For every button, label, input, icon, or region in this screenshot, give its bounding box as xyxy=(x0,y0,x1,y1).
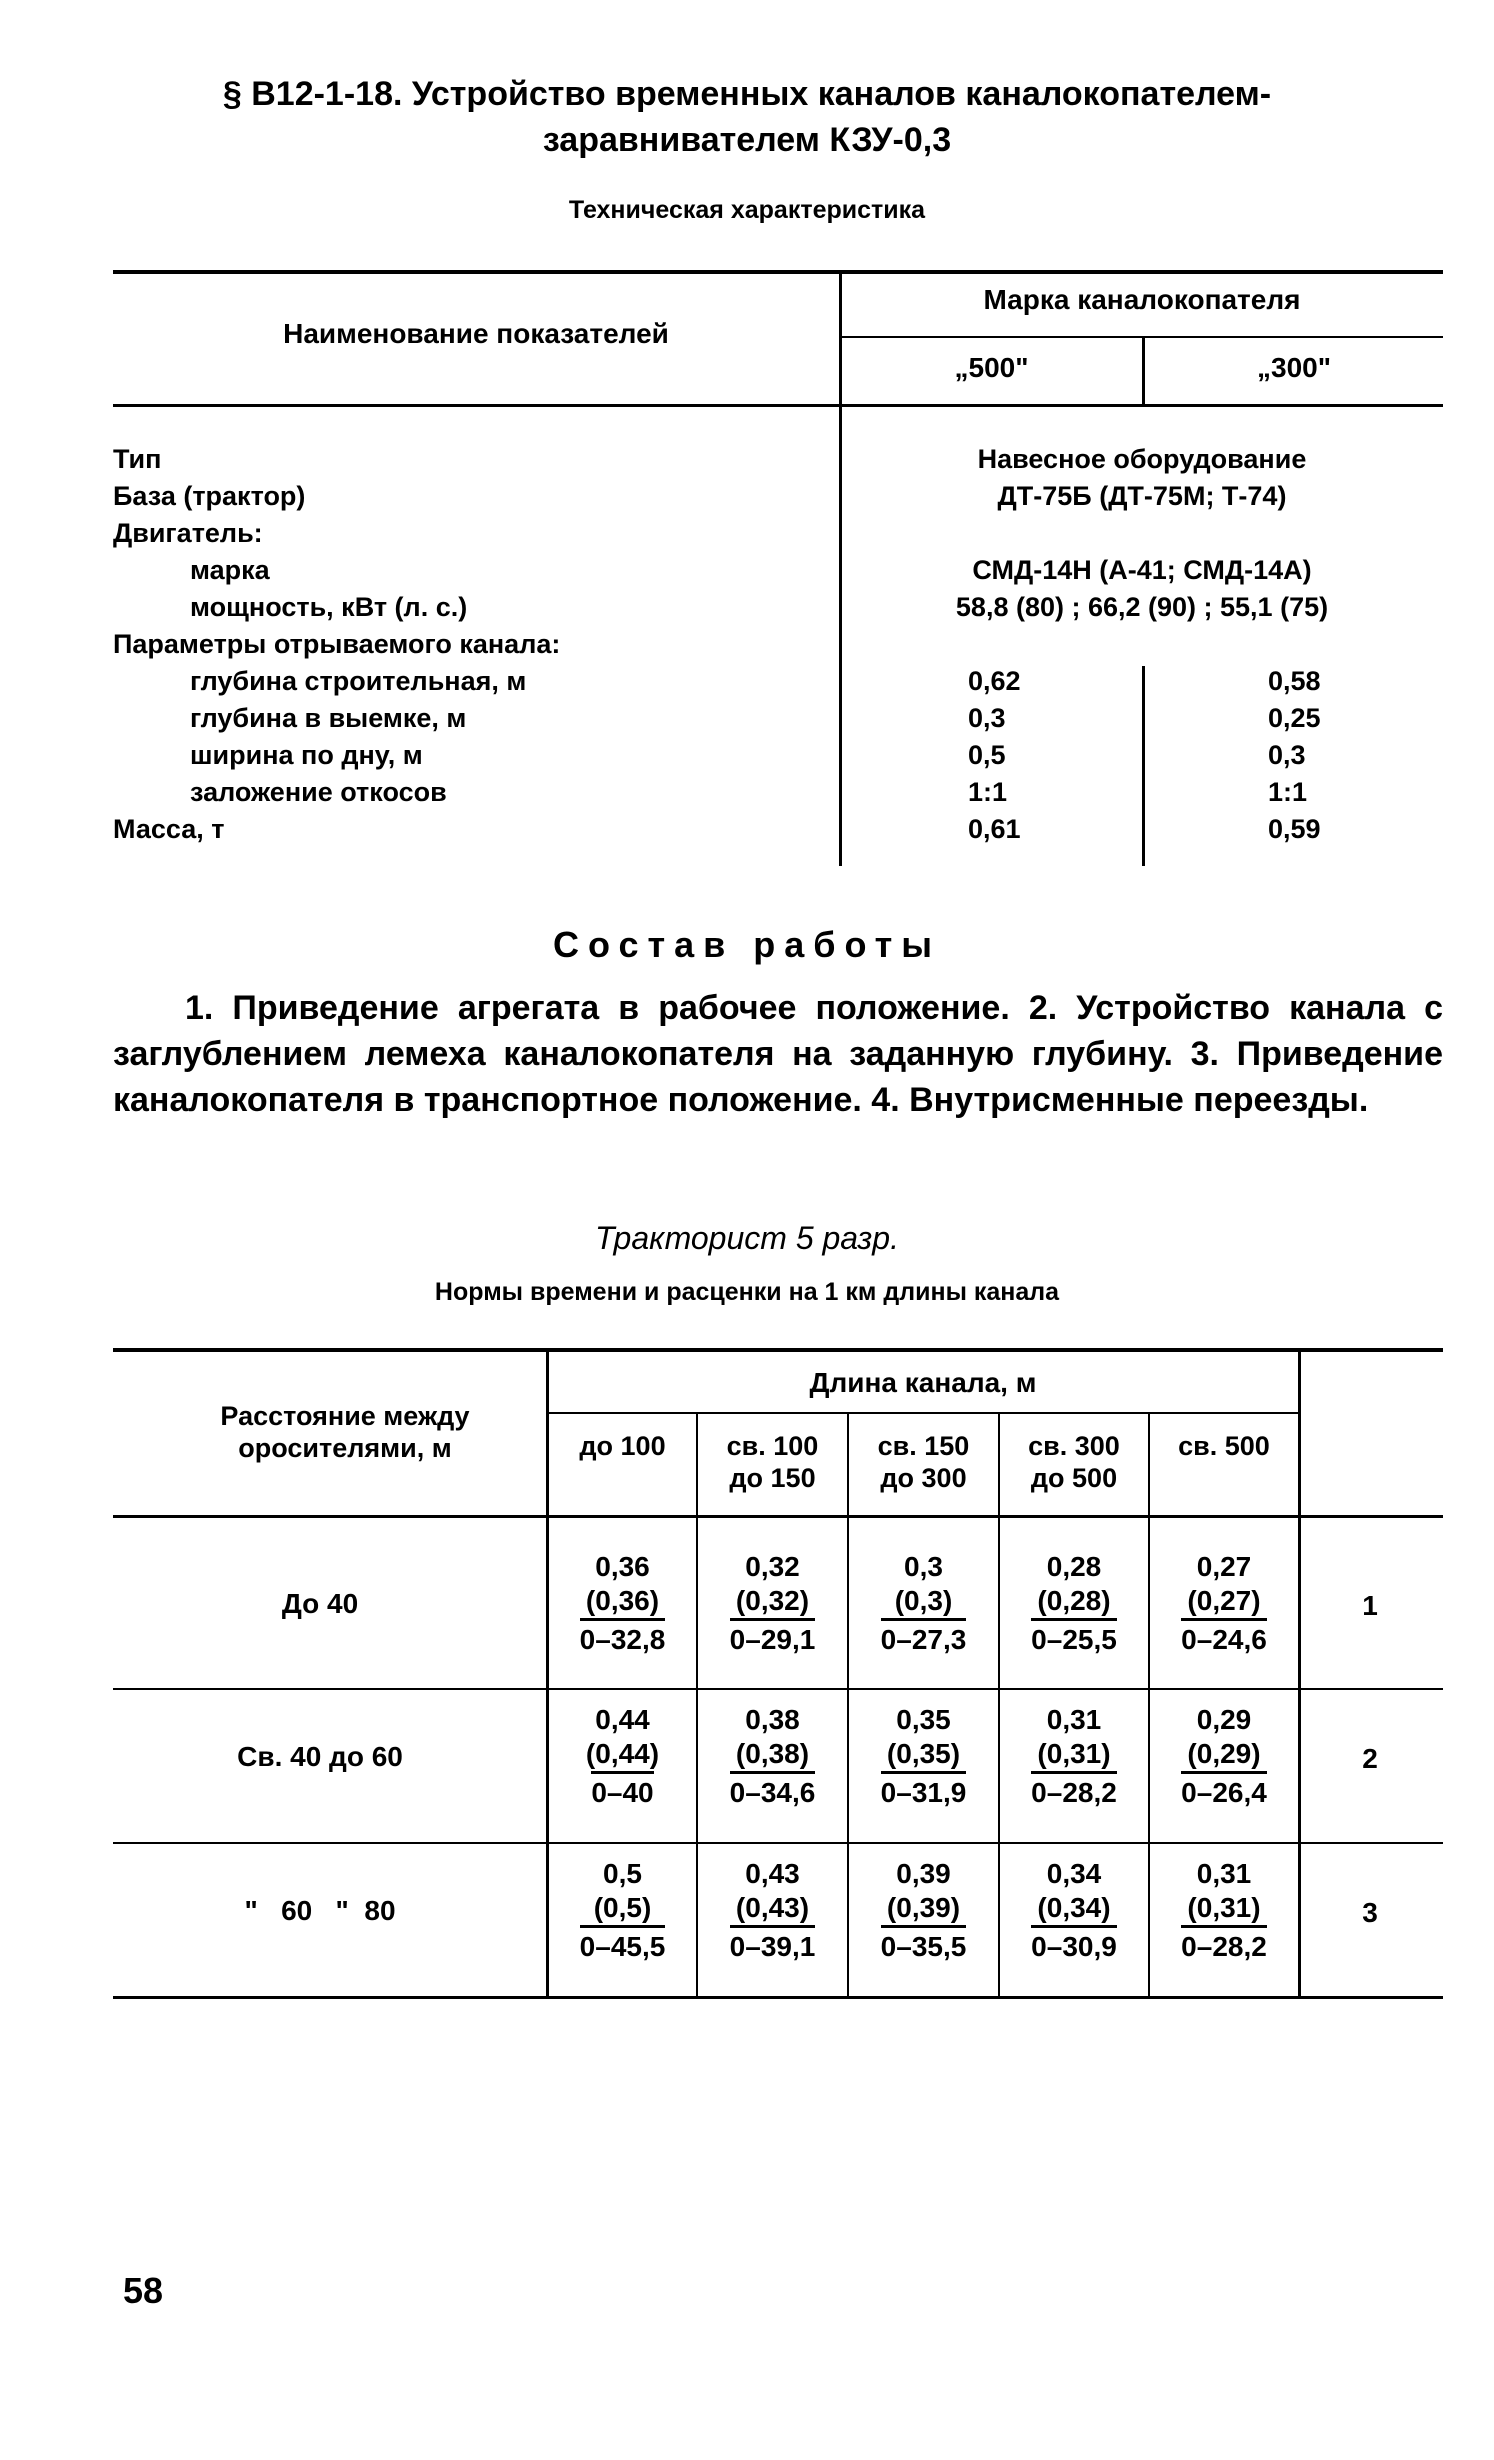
norms-cell xyxy=(849,1703,998,1810)
value-base: ДТ-75Б (ДТ-75М; Т-74) xyxy=(997,481,1287,511)
norms-bottom-rule xyxy=(113,1996,1443,1999)
norms-row-label: До 40 xyxy=(281,1588,359,1619)
norms-col-distance: Расстояние между оросителями, м xyxy=(220,1401,470,1463)
norm-value: 0,5 xyxy=(603,1858,642,1889)
norm-paren-value: (0,31) xyxy=(1187,1892,1261,1923)
rate-value: 0–26,4 xyxy=(1181,1771,1267,1810)
norm-value: 0,34 xyxy=(1046,1858,1102,1889)
norms-row-number: 1 xyxy=(1362,1590,1378,1621)
norms-cell xyxy=(1000,1857,1148,1964)
v300-mass: 0,59 xyxy=(1268,814,1321,844)
worker-title: Тракторист 5 разр. xyxy=(595,1220,899,1256)
norm-value: 0,44 xyxy=(595,1704,650,1735)
v500-depth-cut: 0,3 xyxy=(968,703,1006,733)
norm-value: 0,39 xyxy=(896,1858,951,1889)
norm-paren-value: (0,36) xyxy=(585,1585,660,1616)
label-params: Параметры отрываемого канала: xyxy=(113,629,561,659)
spec-col-group: Марка каналокопателя xyxy=(983,284,1301,315)
norm-paren-value: (0,28) xyxy=(1037,1585,1111,1616)
rate-value: 0–24,6 xyxy=(1181,1618,1267,1657)
value-brand: СМД-14Н (А-41; СМД-14А) xyxy=(972,555,1312,585)
norm-paren-value: (0,3) xyxy=(894,1585,953,1616)
rate-value: 0–29,1 xyxy=(730,1618,816,1657)
label-mass: Масса, т xyxy=(113,814,225,844)
norms-cell xyxy=(698,1550,847,1657)
norms-subcol-1: до 100 xyxy=(579,1431,666,1461)
norm-paren-value: (0,43) xyxy=(735,1892,810,1923)
v500-mass: 0,61 xyxy=(968,814,1021,844)
norm-paren-value: (0,35) xyxy=(886,1738,961,1769)
norms-cell xyxy=(549,1550,696,1657)
norms-subcol-3: св. 150 до 300 xyxy=(877,1431,970,1493)
norm-value: 0,3 xyxy=(904,1551,943,1582)
rate-value: 0–31,9 xyxy=(881,1771,967,1810)
norm-paren-value: (0,31) xyxy=(1037,1738,1111,1769)
spec-table-value-divider xyxy=(1142,666,1145,866)
norms-row-number: 3 xyxy=(1362,1897,1378,1928)
label-type: Тип xyxy=(113,444,162,474)
value-type: Навесное оборудование xyxy=(977,444,1307,474)
norm-value: 0,38 xyxy=(745,1704,800,1735)
norms-title: Нормы времени и расценки на 1 км длины канала xyxy=(434,1278,1060,1306)
norm-paren-value: (0,39) xyxy=(886,1892,961,1923)
norm-paren-value: (0,34) xyxy=(1037,1892,1111,1923)
label-brand: марка xyxy=(190,555,270,585)
v300-slope: 1:1 xyxy=(1268,777,1308,807)
rate-value: 0–27,3 xyxy=(881,1618,967,1657)
norms-row1-rule xyxy=(113,1688,1443,1690)
label-depth-build: глубина строительная, м xyxy=(190,666,527,696)
spec-col-300: „300" xyxy=(1257,352,1331,383)
norms-cell xyxy=(549,1703,696,1810)
spec-table-title: Техническая характеристика xyxy=(568,196,926,224)
norms-cell xyxy=(849,1550,998,1657)
norm-value: 0,29 xyxy=(1196,1704,1252,1735)
rate-value: 0–34,6 xyxy=(730,1771,816,1810)
norm-paren-value: (0,29) xyxy=(1187,1738,1261,1769)
norm-paren-value: (0,44) xyxy=(585,1738,660,1769)
work-text: 1. Приведение агрегата в рабочее положение. 2. Устройство канала с заглублением лемеха каналокопателя на заданную глубину. 3. Приведение каналокопателя в транспортное положение. 4. Внутрисменные переезды. xyxy=(113,989,1443,1119)
rate-value: 0–28,2 xyxy=(1031,1771,1117,1810)
norms-group-rule xyxy=(548,1412,1298,1414)
norm-value: 0,28 xyxy=(1046,1551,1102,1582)
norms-row2-rule xyxy=(113,1842,1443,1844)
norms-subcol-2: св. 100 до 150 xyxy=(726,1431,819,1493)
label-width-bottom: ширина по дну, м xyxy=(190,740,423,770)
norms-cell xyxy=(1150,1703,1298,1810)
norm-paren-value: (0,32) xyxy=(735,1585,810,1616)
v500-slope: 1:1 xyxy=(968,777,1008,807)
norms-cell xyxy=(1150,1550,1298,1657)
v500-width-bottom: 0,5 xyxy=(968,740,1006,770)
spec-col-500: „500" xyxy=(954,352,1029,383)
label-depth-cut: глубина в выемке, м xyxy=(190,703,467,733)
rate-value: 0–32,8 xyxy=(580,1618,666,1657)
label-engine: Двигатель: xyxy=(113,518,263,548)
work-heading: Состав работы xyxy=(552,924,942,965)
v300-depth-build: 0,58 xyxy=(1268,666,1321,696)
norms-col-length: Длина канала, м xyxy=(809,1367,1037,1398)
norms-vline-5 xyxy=(1298,1350,1301,1998)
norms-top-rule xyxy=(113,1348,1443,1352)
norms-cell xyxy=(1000,1703,1148,1810)
norms-row-number: 2 xyxy=(1362,1743,1378,1774)
v300-depth-cut: 0,25 xyxy=(1268,703,1321,733)
norm-value: 0,27 xyxy=(1196,1551,1252,1582)
norm-value: 0,36 xyxy=(595,1551,650,1582)
page-number: 58 xyxy=(123,2270,164,2311)
label-base: База (трактор) xyxy=(113,481,306,511)
norms-subcol-4: св. 300 до 500 xyxy=(1028,1431,1120,1493)
norms-header-rule xyxy=(113,1515,1443,1518)
norm-value: 0,35 xyxy=(896,1704,951,1735)
spec-col-name: Наименование показателей xyxy=(283,318,669,349)
norms-cell xyxy=(698,1857,847,1964)
norm-paren-value: (0,5) xyxy=(593,1892,652,1923)
norms-cell xyxy=(698,1703,847,1810)
norm-value: 0,43 xyxy=(745,1858,800,1889)
section-title-line1: § В12-1-18. Устройство временных каналов каналокопателем- xyxy=(222,75,1272,113)
norms-row-label: " 60 " 80 xyxy=(244,1895,396,1926)
v300-width-bottom: 0,3 xyxy=(1268,740,1306,770)
norm-value: 0,31 xyxy=(1196,1858,1252,1889)
label-power: мощность, кВт (л. с.) xyxy=(190,592,468,622)
norm-value: 0,32 xyxy=(745,1551,800,1582)
label-slope: заложение откосов xyxy=(190,777,447,807)
norms-row-label: Св. 40 до 60 xyxy=(237,1741,403,1772)
norms-subcol-5: св. 500 xyxy=(1178,1431,1270,1461)
value-power: 58,8 (80) ; 66,2 (90) ; 55,1 (75) xyxy=(955,592,1329,622)
norm-paren-value: (0,27) xyxy=(1187,1585,1261,1616)
norm-paren-value: (0,38) xyxy=(735,1738,810,1769)
rate-value: 0–35,5 xyxy=(881,1925,967,1964)
rate-value: 0–30,9 xyxy=(1031,1925,1117,1964)
v500-depth-build: 0,62 xyxy=(968,666,1021,696)
norms-cell xyxy=(549,1857,696,1964)
rate-value: 0–28,2 xyxy=(1181,1925,1267,1964)
section-title-line2: заравнивателем КЗУ-0,3 xyxy=(542,121,952,159)
spec-table-top-rule xyxy=(113,270,1443,274)
norms-cell xyxy=(1000,1550,1148,1657)
norm-value: 0,31 xyxy=(1046,1704,1102,1735)
rate-value: 0–45,5 xyxy=(580,1925,666,1964)
rate-value: 0–25,5 xyxy=(1031,1618,1117,1657)
norms-cell xyxy=(1150,1857,1298,1964)
rate-value: 0–39,1 xyxy=(730,1925,816,1964)
rate-value: 0–40 xyxy=(591,1771,653,1810)
spec-table-header-rule xyxy=(113,404,1443,407)
norms-cell xyxy=(849,1857,998,1964)
